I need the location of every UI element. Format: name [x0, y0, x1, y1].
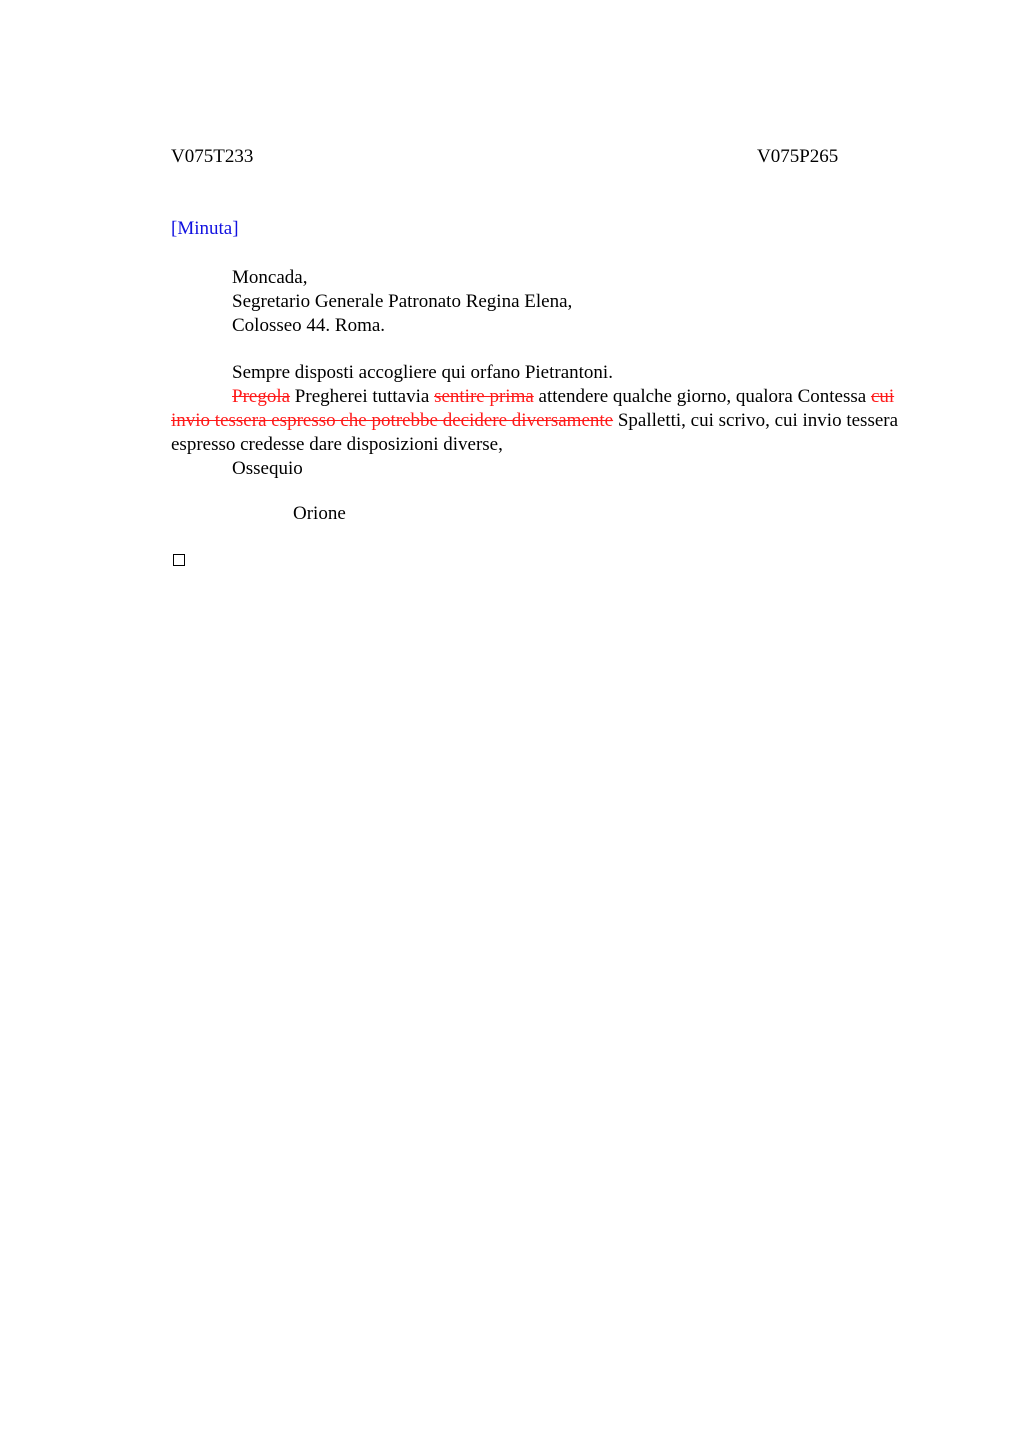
- deleted-text: cui invio tessera espresso che potrebbe decidere diversamente: [171, 386, 895, 431]
- recipient-address: [232, 266, 572, 338]
- body-text-segment: Pregherei tuttavia: [290, 386, 435, 407]
- address-line-name: Moncada,: [232, 267, 308, 288]
- address-line-location: Colosseo 44. Roma.: [232, 315, 386, 336]
- body-text-segment: Spalletti, cui scrivo, cui invio tessera espresso credesse dare disposizioni diverse,: [171, 410, 899, 455]
- address-line-title: Segretario Generale Patronato Regina Elena,: [232, 291, 573, 312]
- body-paragraph-1: Sempre disposti accogliere qui orfano Pietrantoni.: [232, 362, 613, 383]
- document-code-right: V075P265: [757, 146, 839, 167]
- deleted-text: sentire prima: [434, 386, 534, 407]
- document-code-left: V075T233: [171, 146, 254, 167]
- body-paragraph-3: Ossequio: [232, 458, 303, 479]
- document-type-label: [Minuta]: [171, 218, 239, 239]
- empty-checkbox-icon: [173, 554, 185, 566]
- body-text-segment: attendere qualche giorno, qualora Contessa: [533, 386, 871, 407]
- deleted-text: Pregola: [232, 386, 291, 407]
- signature: Orione: [293, 503, 346, 524]
- body-paragraph-2: [171, 385, 931, 457]
- letter-body: [171, 361, 931, 481]
